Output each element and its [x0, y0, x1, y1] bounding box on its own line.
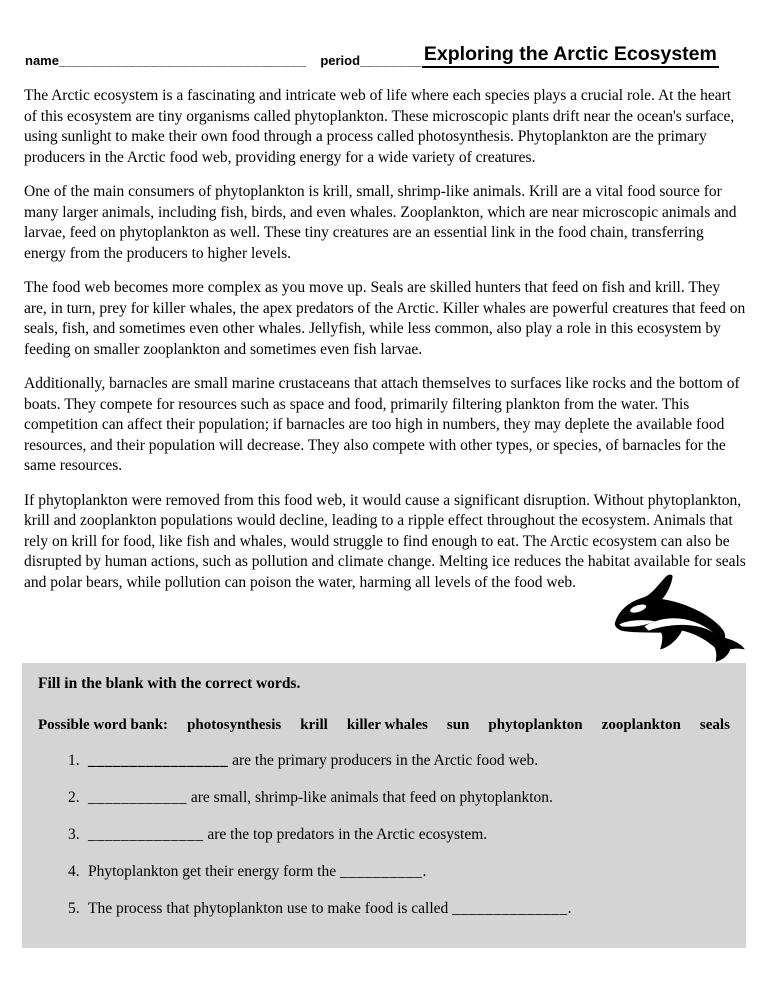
- questions-list: [38, 751, 730, 920]
- body-paragraph-consumers: One of the main consumers of phytoplankton is krill, small, shrimp-like animals. Krill are a vital food source for many larger animals, including fish, birds, and even whales. Zooplankton, which are near microscopic animals and larvae, feed on phytoplankton as well. These tiny creatures are an essential link in the food chain, transferring energy from the producers to higher levels.: [24, 183, 737, 262]
- body-paragraph-barnacles: Additionally, barnacles are small marine crustaceans that attach themselves to surfaces like rocks and the bottom of boats. They compete for resources such as space and food, primarily filtering plankton from the water. This competition can affect their population; if barnacles are too high in numbers, they may deplete the available food resources, and their population will decrease. They also compete with other types, or species, of barnacles for the same resources.: [24, 375, 740, 474]
- question-number: 5.: [68, 900, 80, 917]
- word-bank-item: killer whales: [346, 716, 428, 733]
- question-text-post: .: [567, 900, 572, 917]
- question-text-post: are small, shrimp-like animals that feed on phytoplankton.: [187, 789, 553, 806]
- question-number: 2.: [68, 789, 80, 806]
- question-row-4: [38, 862, 730, 883]
- period-label: period: [320, 53, 361, 69]
- question-blank: __________: [339, 863, 423, 880]
- name-blank-line: ________________________________: [58, 53, 307, 69]
- word-bank-item: krill: [300, 716, 328, 733]
- page-title: Exploring the Arctic Ecosystem: [422, 44, 719, 68]
- question-blank: _________________: [88, 752, 229, 769]
- question-text-post: are the primary producers in the Arctic food web.: [228, 752, 539, 769]
- word-bank-item: photosynthesis: [187, 716, 282, 733]
- word-bank-item: phytoplankton: [488, 716, 583, 733]
- killer-whale-icon: [613, 574, 747, 662]
- word-bank-item: seals: [699, 716, 730, 733]
- question-number: 1.: [68, 752, 80, 769]
- period-blank-line: ________: [360, 53, 422, 69]
- question-text-post: .: [422, 863, 427, 880]
- question-row-3: [38, 825, 730, 846]
- question-text-pre: Phytoplankton get their energy form the: [88, 863, 340, 880]
- word-bank-label: Possible word bank:: [38, 716, 169, 733]
- word-bank: [38, 715, 730, 736]
- article-body: [24, 86, 746, 607]
- word-bank-item: zooplankton: [601, 716, 681, 733]
- question-row-1: [38, 751, 730, 772]
- body-paragraph-intro: The Arctic ecosystem is a fascinating and intricate web of life where each species plays a crucial role. At the heart of this ecosystem are tiny organisms called phytoplankton. These microscopic plants drift near the ocean's surface, using sunlight to make their own food through a process called photosynthesis. Phytoplankton are the primary producers in the Arctic food web, providing energy for a wide variety of creatures.: [24, 87, 735, 166]
- question-blank: ______________: [88, 826, 204, 843]
- body-paragraph-food-web: The food web becomes more complex as you move up. Seals are skilled hunters that feed on fish and krill. They are, in turn, prey for killer whales, the apex predators of the Arctic. Killer whales are powerful creatures that feed on seals, fish, and sometimes even other whales. Jellyfish, while less common, also play a role in this ecosystem by feeding on smaller zooplankton and sometimes even fish larvae.: [24, 279, 746, 358]
- question-blank: ____________: [88, 789, 187, 806]
- question-number: 3.: [68, 826, 80, 843]
- question-number: 4.: [68, 863, 80, 880]
- word-bank-item: sun: [446, 716, 470, 733]
- question-row-2: [38, 788, 730, 809]
- question-row-5: [38, 899, 730, 920]
- body-paragraph-disruption: If phytoplankton were removed from this food web, it would cause a significant disruption. Without phytoplankton, krill and zooplankton populations would decline, leading to a ripple effect throughout the ecosystem. Animals that rely on krill for food, like fish and whales, would struggle to find enough to eat. The Arctic ecosystem can also be disrupted by human actions, such as pollution and climate change. Melting ice reduces the habitat available for seals and polar bears, while pollution can poison the water, harming all levels of the food web.: [24, 491, 746, 591]
- question-text-post: are the top predators in the Arctic ecosystem.: [203, 826, 488, 843]
- fill-in-the-blank-box: [22, 663, 746, 948]
- question-text-pre: The process that phytoplankton use to make food is called: [88, 900, 453, 917]
- question-blank: ______________: [452, 900, 568, 917]
- worksheet-header: [25, 44, 744, 68]
- name-label: name: [25, 53, 59, 69]
- instructions-heading: Fill in the blank with the correct words.: [38, 675, 301, 692]
- orca-illustration: [613, 574, 747, 662]
